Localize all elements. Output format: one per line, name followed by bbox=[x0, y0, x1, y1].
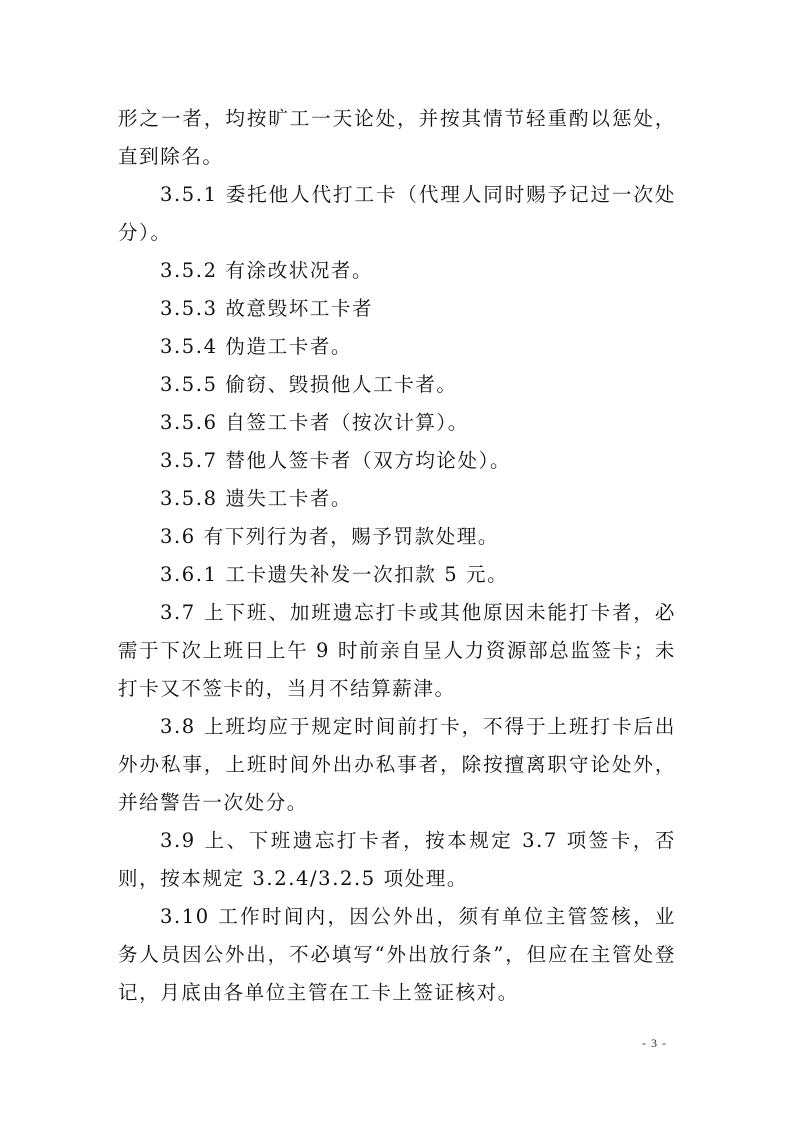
page-number: - 3 - bbox=[642, 1036, 667, 1050]
paragraph-3-5-7: 3.5.7 替他人签卡者（双方均论处）。 bbox=[160, 449, 512, 472]
paragraph-3-9: 3.9 上、下班遗忘打卡者，按本规定 3.7 项签卡，否则，按本规定 3.2.4/3.2.5 项处理。 bbox=[118, 829, 676, 890]
paragraph-continuation: 形之一者，均按旷工一天论处，并按其情节轻重酌以惩处，直到除名。 bbox=[118, 107, 676, 168]
paragraph-3-6: 3.6 有下列行为者，赐予罚款处理。 bbox=[160, 525, 500, 548]
paragraph-3-5-4: 3.5.4 伪造工卡者。 bbox=[160, 335, 353, 358]
paragraph-3-8: 3.8 上班均应于规定时间前打卡，不得于上班打卡后出外办私事，上班时间外出办私事者，除按擅离职守论处外，并给警告一次处分。 bbox=[118, 715, 676, 814]
paragraph-3-5-5: 3.5.5 偷窃、毁损他人工卡者。 bbox=[160, 373, 458, 396]
paragraph-3-5-8: 3.5.8 遗失工卡者。 bbox=[160, 487, 353, 510]
paragraph-3-5-2: 3.5.2 有涂改状况者。 bbox=[160, 259, 374, 282]
paragraph-3-5-3: 3.5.3 故意毁坏工卡者 bbox=[160, 297, 374, 320]
paragraph-3-5-1: 3.5.1 委托他人代打工卡（代理人同时赐予记过一次处分）。 bbox=[118, 183, 676, 244]
paragraph-3-5-6: 3.5.6 自签工卡者（按次计算）。 bbox=[160, 411, 469, 434]
paragraph-3-10: 3.10 工作时间内，因公外出，须有单位主管签核，业务人员因公外出，不必填写“外出放行条”，但应在主管处登记，月底由各单位主管在工卡上签证核对。 bbox=[118, 905, 676, 1004]
document-body bbox=[118, 100, 676, 1012]
paragraph-3-7: 3.7 上下班、加班遗忘打卡或其他原因未能打卡者，必需于下次上班日上午 9 时前亲自呈人力资源部总监签卡；未打卡又不签卡的，当月不结算薪津。 bbox=[118, 601, 676, 700]
paragraph-3-6-1: 3.6.1 工卡遗失补发一次扣款 5 元。 bbox=[160, 563, 509, 586]
